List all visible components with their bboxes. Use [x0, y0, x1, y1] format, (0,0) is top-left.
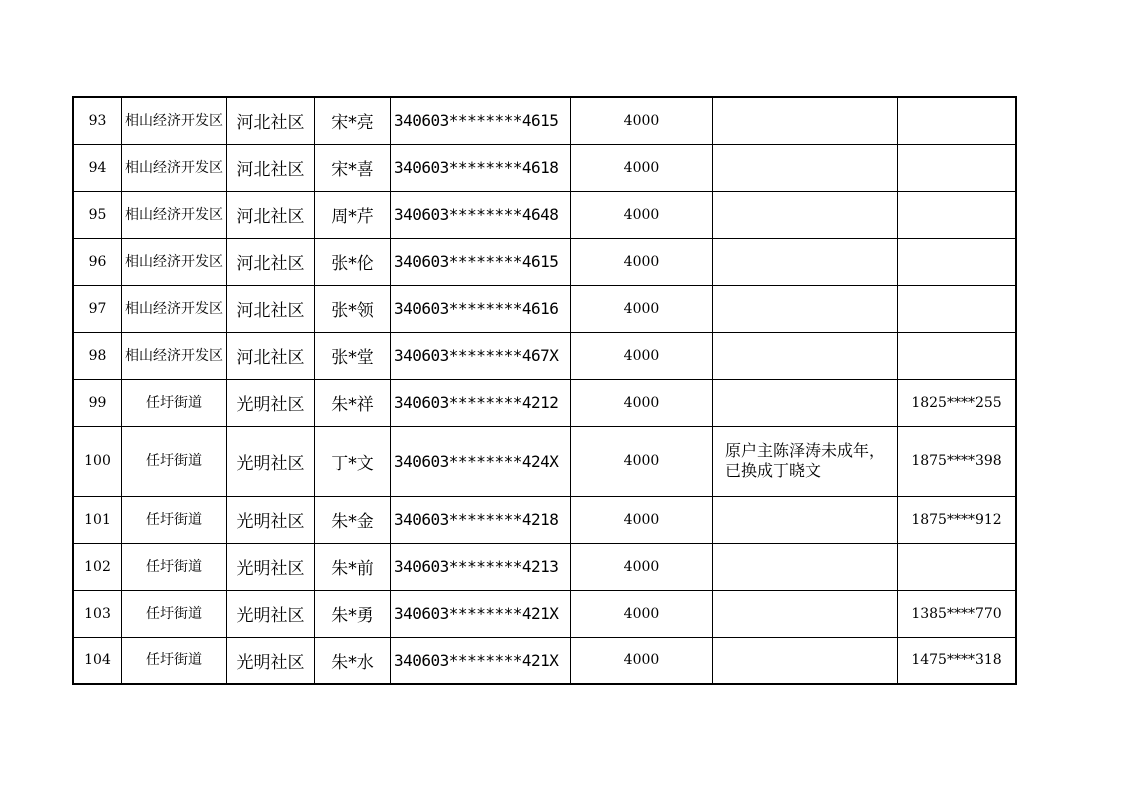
cell-note	[713, 637, 898, 684]
table-row	[73, 379, 1016, 426]
cell-serial-number: 100	[73, 426, 122, 496]
cell-amount: 4000	[571, 97, 713, 144]
cell-id-number: 340603********4212	[391, 379, 571, 426]
cell-name: 丁*文	[315, 426, 391, 496]
table-row	[73, 238, 1016, 285]
cell-amount: 4000	[571, 285, 713, 332]
cell-phone	[898, 144, 1017, 191]
cell-id-number: 340603********421X	[391, 590, 571, 637]
cell-note	[713, 191, 898, 238]
cell-note	[713, 496, 898, 543]
cell-phone	[898, 191, 1017, 238]
cell-id-number: 340603********4213	[391, 543, 571, 590]
cell-name: 张*领	[315, 285, 391, 332]
cell-name: 宋*亮	[315, 97, 391, 144]
cell-phone	[898, 285, 1017, 332]
cell-note	[713, 97, 898, 144]
cell-name: 朱*勇	[315, 590, 391, 637]
table-row	[73, 144, 1016, 191]
cell-community: 河北社区	[227, 238, 315, 285]
cell-community: 河北社区	[227, 332, 315, 379]
cell-community: 光明社区	[227, 379, 315, 426]
cell-town	[122, 426, 227, 496]
cell-serial-number: 95	[73, 191, 122, 238]
table-row	[73, 637, 1016, 684]
cell-amount: 4000	[571, 426, 713, 496]
cell-community: 河北社区	[227, 191, 315, 238]
cell-community: 光明社区	[227, 496, 315, 543]
cell-note	[713, 285, 898, 332]
cell-phone: 1825****255	[898, 379, 1017, 426]
cell-serial-number: 104	[73, 637, 122, 684]
cell-community: 河北社区	[227, 97, 315, 144]
cell-community: 光明社区	[227, 426, 315, 496]
cell-phone: 1875****398	[898, 426, 1017, 496]
cell-serial-number: 102	[73, 543, 122, 590]
cell-id-number: 340603********4618	[391, 144, 571, 191]
table-row	[73, 332, 1016, 379]
cell-community: 河北社区	[227, 144, 315, 191]
cell-name: 张*伦	[315, 238, 391, 285]
cell-note	[713, 543, 898, 590]
cell-phone	[898, 238, 1017, 285]
cell-town	[122, 144, 227, 191]
cell-id-number: 340603********4615	[391, 238, 571, 285]
cell-town	[122, 496, 227, 543]
cell-town-text: 任圩街道	[146, 558, 202, 575]
cell-town-text: 相山经济开发区	[125, 159, 223, 176]
cell-phone: 1875****912	[898, 496, 1017, 543]
cell-note	[713, 379, 898, 426]
cell-amount: 4000	[571, 144, 713, 191]
cell-town-text: 相山经济开发区	[125, 112, 223, 129]
cell-serial-number: 99	[73, 379, 122, 426]
cell-town-text: 相山经济开发区	[125, 347, 223, 364]
cell-town	[122, 590, 227, 637]
cell-town	[122, 332, 227, 379]
cell-id-number: 340603********4218	[391, 496, 571, 543]
data-table	[72, 96, 1017, 685]
cell-id-number: 340603********467X	[391, 332, 571, 379]
cell-town-text: 相山经济开发区	[125, 206, 223, 223]
cell-amount: 4000	[571, 496, 713, 543]
cell-town-text: 任圩街道	[146, 605, 202, 622]
cell-amount: 4000	[571, 332, 713, 379]
table-row	[73, 191, 1016, 238]
cell-town	[122, 238, 227, 285]
cell-town-text: 任圩街道	[146, 453, 202, 469]
cell-community: 河北社区	[227, 285, 315, 332]
cell-note	[713, 238, 898, 285]
cell-town	[122, 543, 227, 590]
cell-name: 朱*前	[315, 543, 391, 590]
cell-note-text: 原户主陈泽涛未成年，已换成丁晓文	[725, 441, 886, 480]
cell-phone	[898, 97, 1017, 144]
table-row	[73, 285, 1016, 332]
cell-name: 张*堂	[315, 332, 391, 379]
cell-name: 朱*水	[315, 637, 391, 684]
table-body	[73, 97, 1016, 684]
cell-note	[713, 332, 898, 379]
cell-town-text: 相山经济开发区	[125, 300, 223, 317]
cell-serial-number: 96	[73, 238, 122, 285]
table-row	[73, 543, 1016, 590]
cell-amount: 4000	[571, 543, 713, 590]
cell-town	[122, 379, 227, 426]
table-row	[73, 496, 1016, 543]
cell-serial-number: 93	[73, 97, 122, 144]
cell-note	[713, 590, 898, 637]
cell-town	[122, 191, 227, 238]
cell-serial-number: 103	[73, 590, 122, 637]
cell-amount: 4000	[571, 191, 713, 238]
cell-phone: 1385****770	[898, 590, 1017, 637]
cell-phone	[898, 332, 1017, 379]
table-row	[73, 590, 1016, 637]
cell-town	[122, 637, 227, 684]
cell-id-number: 340603********4615	[391, 97, 571, 144]
cell-community: 光明社区	[227, 637, 315, 684]
cell-amount: 4000	[571, 238, 713, 285]
cell-amount: 4000	[571, 637, 713, 684]
cell-serial-number: 97	[73, 285, 122, 332]
cell-community: 光明社区	[227, 543, 315, 590]
cell-note	[713, 144, 898, 191]
cell-serial-number: 101	[73, 496, 122, 543]
cell-serial-number: 94	[73, 144, 122, 191]
cell-name: 朱*金	[315, 496, 391, 543]
cell-name: 周*芹	[315, 191, 391, 238]
cell-phone	[898, 543, 1017, 590]
cell-town-text: 相山经济开发区	[125, 253, 223, 270]
cell-town	[122, 97, 227, 144]
cell-id-number: 340603********421X	[391, 637, 571, 684]
cell-town-text: 任圩街道	[146, 652, 202, 669]
cell-town	[122, 285, 227, 332]
cell-town-text: 任圩街道	[146, 394, 202, 411]
cell-phone: 1475****318	[898, 637, 1017, 684]
cell-name: 宋*喜	[315, 144, 391, 191]
cell-serial-number: 98	[73, 332, 122, 379]
cell-id-number: 340603********4648	[391, 191, 571, 238]
table-row	[73, 426, 1016, 496]
cell-id-number: 340603********424X	[391, 426, 571, 496]
cell-amount: 4000	[571, 379, 713, 426]
cell-id-number: 340603********4616	[391, 285, 571, 332]
cell-community: 光明社区	[227, 590, 315, 637]
cell-name: 朱*祥	[315, 379, 391, 426]
cell-amount: 4000	[571, 590, 713, 637]
cell-note	[713, 426, 898, 496]
table-row	[73, 97, 1016, 144]
cell-town-text: 任圩街道	[146, 511, 202, 528]
